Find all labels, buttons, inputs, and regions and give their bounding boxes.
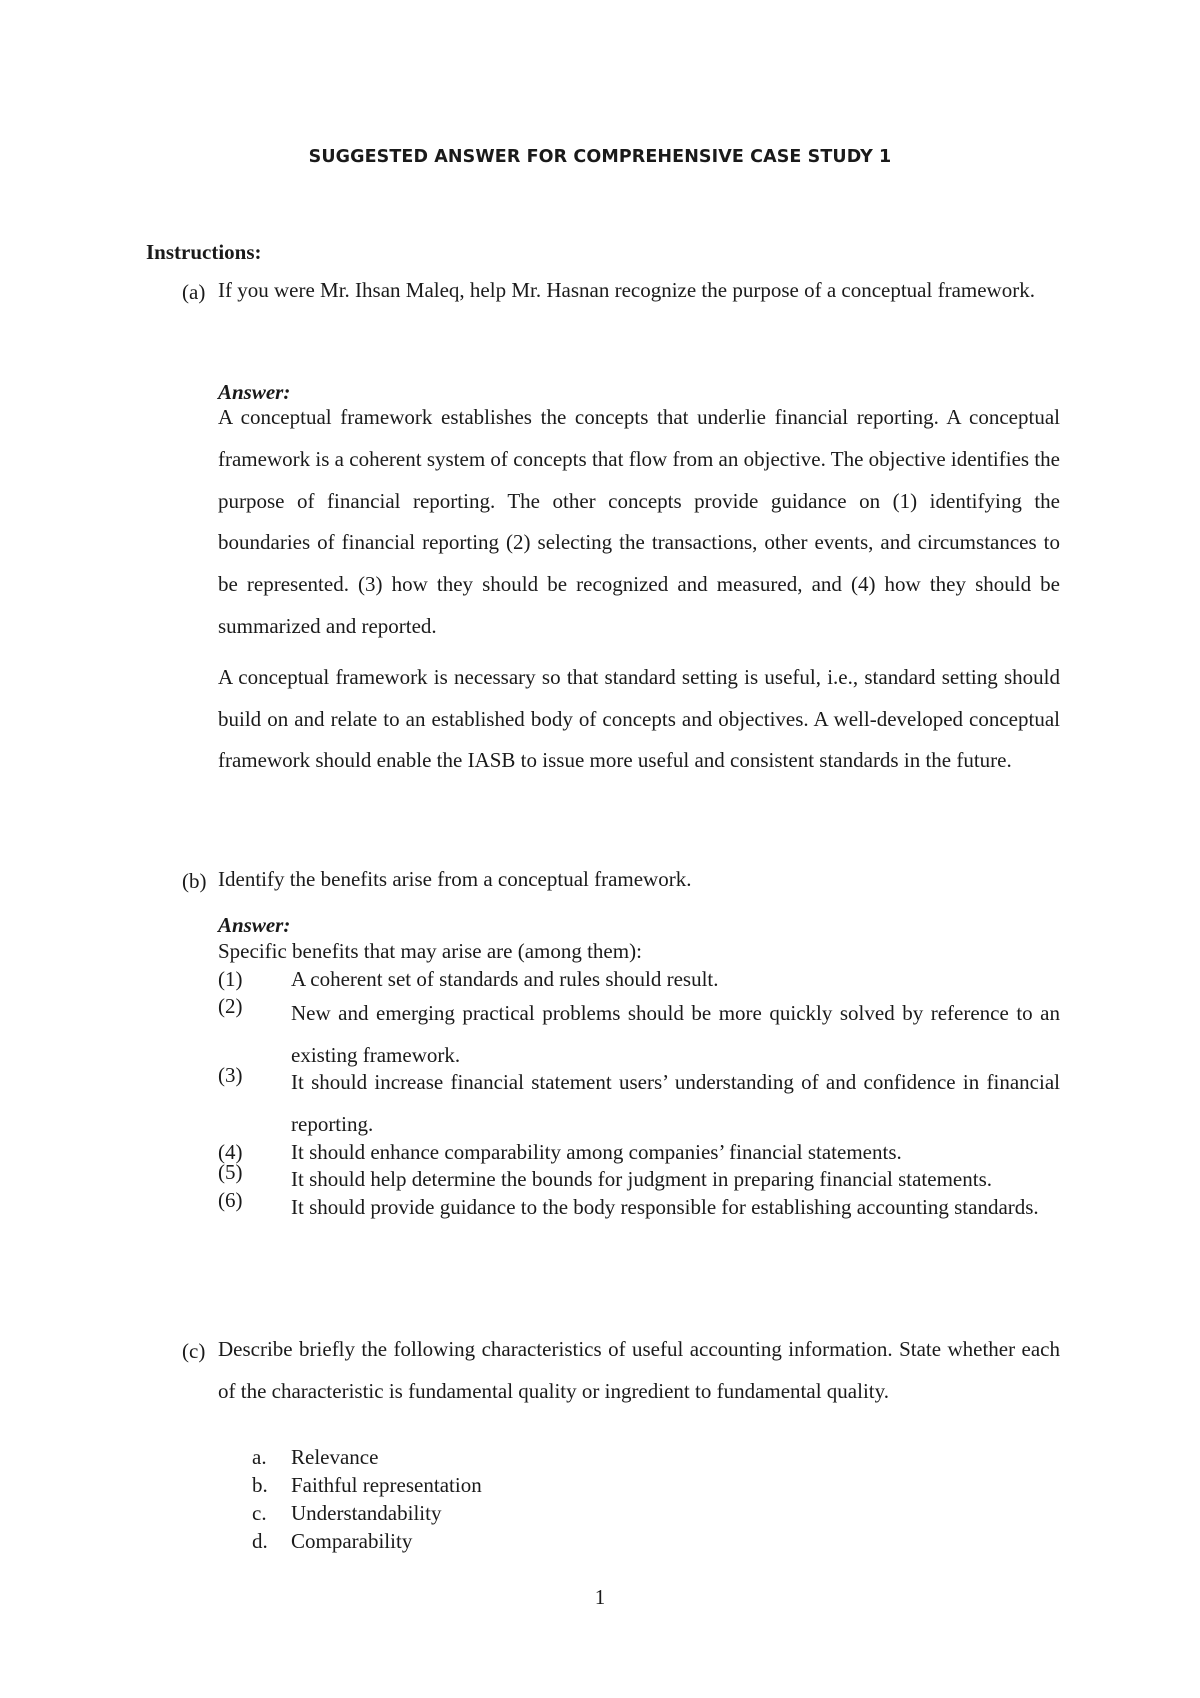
question-text: Describe briefly the following characteristics of useful accounting information. State whether each of the characteristic is fundamental quality or ingredient to fundamental quality. (218, 1337, 1060, 1403)
list-item (218, 1062, 1060, 1145)
answer-paragraph: A conceptual framework is necessary so that standard setting is useful, i.e., standard setting should build on and relate to an established body of concepts and objectives. A well-developed conceptual framework should enable the IASB to issue more useful and consistent standards in the future. (218, 664, 1060, 773)
list-item (218, 1499, 1060, 1527)
list-letter: d. (252, 1529, 268, 1553)
list-text: Understandability (291, 1501, 442, 1525)
answer-label: Answer: (218, 913, 291, 937)
list-number: (3) (218, 1063, 243, 1087)
list-item (218, 1527, 1060, 1555)
list-item (218, 1443, 1060, 1471)
question-b (182, 859, 1060, 901)
list-number: (5) (218, 1160, 243, 1184)
list-number: (6) (218, 1187, 243, 1212)
list-item (218, 965, 1060, 993)
list-letter: a. (252, 1445, 267, 1469)
answer-paragraph: A conceptual framework establishes the concepts that underlie financial reporting. A conceptual framework is a coherent system of concepts that flow from an objective. The objective identifies the purpose of financial reporting. The other concepts provide guidance on (1) identifying the boundaries of financial reporting (2) selecting the transactions, other events, and circumstances to be represented. (3) how they should be recognized and measured, and (4) how they should be summarized and reported. (218, 405, 1060, 638)
list-text: It should enhance comparability among companies’ financial statements. (291, 1140, 902, 1164)
list-text: New and emerging practical problems should be more quickly solved by reference to an existing framework. (291, 1001, 1060, 1067)
list-text: Relevance (291, 1445, 379, 1469)
list-text: It should increase financial statement users’ understanding of and confidence in financial reporting. (291, 1070, 1060, 1136)
question-marker: (c) (182, 1339, 206, 1363)
question-text: If you were Mr. Ihsan Maleq, help Mr. Hasnan recognize the purpose of a conceptual framework. (218, 278, 1035, 302)
question-a (182, 280, 1060, 312)
answer-label: Answer: (218, 380, 291, 404)
list-text: Faithful representation (291, 1473, 482, 1497)
benefits-list (218, 965, 1060, 1228)
list-item (218, 1471, 1060, 1499)
list-number: (1) (218, 967, 243, 991)
list-letter: c. (252, 1501, 267, 1525)
list-letter: b. (252, 1473, 268, 1497)
page-title: SUGGESTED ANSWER FOR COMPREHENSIVE CASE STUDY 1 (308, 147, 892, 167)
list-text: It should provide guidance to the body responsible for establishing accounting standards. (291, 1194, 1039, 1219)
list-number: (2) (218, 994, 243, 1018)
list-text: Comparability (291, 1529, 413, 1553)
question-c (182, 1339, 1060, 1412)
characteristics-list (218, 1443, 1060, 1555)
answer-a (218, 380, 1060, 782)
list-item (218, 1187, 1060, 1229)
list-text: It should help determine the bounds for judgment in preparing financial statements. (291, 1167, 992, 1191)
question-marker: (b) (182, 869, 207, 893)
list-number: (4) (218, 1140, 243, 1164)
list-text: A coherent set of standards and rules should result. (291, 967, 719, 991)
page-number: 1 (594, 1585, 606, 1609)
question-text: Identify the benefits arise from a conceptual framework. (218, 867, 692, 891)
question-marker: (a) (182, 280, 206, 304)
characteristics-block (218, 1443, 1060, 1555)
answer-b (218, 913, 1060, 1228)
instructions-heading: Instructions: (146, 240, 262, 264)
benefits-lead: Specific benefits that may arise are (among them): (218, 939, 642, 963)
